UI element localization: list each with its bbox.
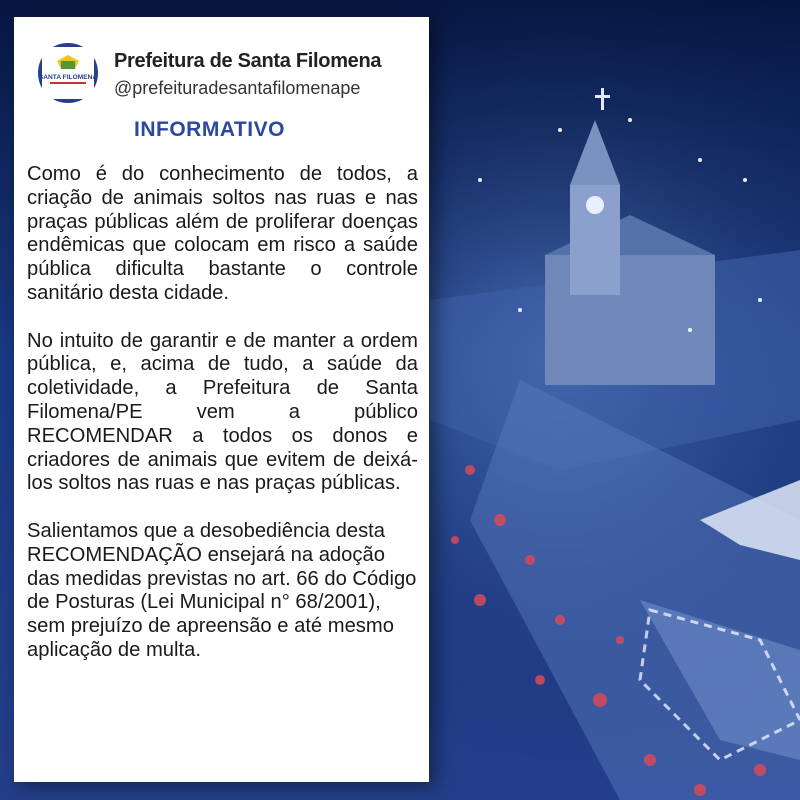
announcement-card [14, 17, 429, 782]
city-crest-icon [38, 43, 98, 103]
paragraph: Salientamos que a desobediência desta RECOMENDAÇÃO ensejará na adoção das medidas previstas no art. 66 do Código de Posturas (Lei Municipal n° 68/2001), sem prejuízo de apreensão e até mesmo aplicação de multa. [27, 519, 417, 661]
paragraph: Como é do conhecimento de todos, a criação de animais soltos nas ruas e nas praças públicas além de proliferar doenças endêmicas que colocam em risco a saúde pública dificulta bastante o controle sanitário desta cidade. [27, 163, 418, 304]
paragraph: No intuito de garantir e de manter a ordem pública, e, acima de tudo, a saúde da coletividade, a Prefeitura de Santa Filomena/PE vem a público RECOMENDAR a todos os donos e criadores de animais que evitem de deixá-los soltos nas ruas e nas praças públicas. [27, 329, 418, 495]
section-heading: INFORMATIVO [134, 118, 285, 141]
announcement-body [27, 163, 418, 687]
page-title: Prefeitura de Santa Filomena [114, 50, 382, 72]
social-handle: @prefeituradesantafilomenape [114, 78, 361, 98]
logo-text: SANTA FILOMENA [38, 74, 98, 81]
